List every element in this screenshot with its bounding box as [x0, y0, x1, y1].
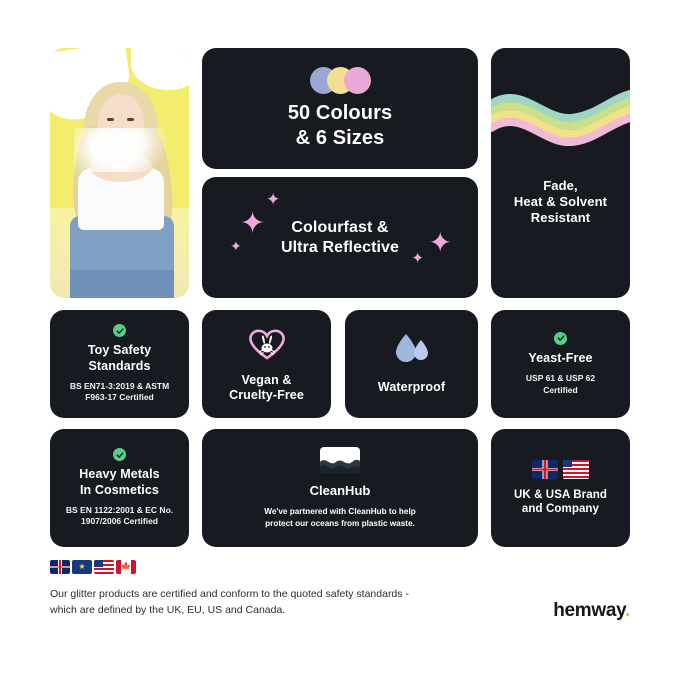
- waterproof-title: Waterproof: [377, 380, 446, 395]
- toy-sub-line1: BS EN71-3:2019 & ASTM: [69, 380, 170, 391]
- fade-title-line1: Fade,: [543, 178, 578, 193]
- logo-accent-dot: .: [625, 600, 630, 621]
- colourfast-card: [202, 177, 478, 298]
- yeast-sub-line2: Certified: [543, 384, 578, 395]
- cleanhub-wave-logo-icon: [320, 447, 360, 478]
- colourfast-title-line2: Ultra Reflective: [280, 238, 400, 256]
- colourfast-title-line1: Colourfast &: [291, 218, 389, 236]
- photo-eye-right: [127, 118, 134, 121]
- waterproof-card: [345, 310, 478, 418]
- heavy-metals-card: [50, 429, 189, 547]
- eu-flag-icon: [72, 560, 92, 574]
- cleanhub-card: [202, 429, 478, 547]
- uk-flag-icon: [532, 460, 558, 479]
- usa-flag-icon: [563, 460, 589, 479]
- fade-resistant-card: [491, 48, 630, 298]
- photo-jeans-shadow: [70, 270, 174, 298]
- yeast-title: Yeast-Free: [528, 350, 593, 365]
- heavy-sub-line1: BS EN 1122:2001 & EC No.: [65, 504, 174, 515]
- canada-flag-icon: [116, 560, 136, 574]
- footer-flags: [50, 560, 630, 574]
- colour-dot-pink: [344, 67, 371, 94]
- cleanhub-name: CleanHub: [309, 482, 371, 498]
- lifestyle-photo: [50, 48, 189, 298]
- uk-usa-brand-card: [491, 429, 630, 547]
- hemway-wordmark: hemway: [553, 600, 626, 621]
- toy-title-line1: Toy Safety: [87, 343, 152, 358]
- fade-title-line2: Heat & Solvent: [513, 193, 608, 209]
- cleanhub-description: We've partnered with CleanHub to help protect our oceans from plastic waste.: [264, 506, 416, 528]
- yeast-sub-line1: USP 61 & USP 62: [525, 373, 596, 384]
- lifestyle-photo-card: [50, 48, 189, 298]
- colour-wave-graphic: [491, 90, 630, 146]
- uk-flag-icon: [50, 560, 70, 574]
- check-icon: [113, 324, 126, 337]
- vegan-title-line1: Vegan &: [241, 372, 292, 387]
- vegan-title-line2: Cruelty-Free: [229, 388, 304, 402]
- sparkle-icon: ✦: [266, 190, 281, 209]
- photo-glitter-dust: [74, 128, 170, 172]
- check-icon: [113, 448, 126, 461]
- colours-card: [202, 48, 478, 169]
- check-icon: [554, 332, 567, 345]
- colours-title-line1: 50 Colours: [287, 102, 393, 125]
- sparkle-icon: ✦: [411, 250, 424, 267]
- sparkle-icon: ✦: [428, 227, 452, 258]
- ukusa-title-line1: UK & USA Brand: [514, 488, 607, 501]
- heavy-sub-line2: 1907/2006 Certified: [80, 516, 159, 527]
- toy-sub-line2: F963-17 Certified: [85, 392, 154, 403]
- sparkle-icon: ✦: [240, 207, 266, 240]
- footer: [50, 560, 630, 619]
- heavy-title-line1: Heavy Metals: [79, 467, 160, 482]
- footer-disclaimer: Our glitter products are certified and conform to the quoted safety standards - which are defined by the UK, EU, US and Canada.: [50, 588, 409, 616]
- sparkle-icon: ✦: [230, 238, 242, 254]
- vegan-cruelty-free-card: [202, 310, 331, 418]
- uk-usa-flags: [532, 460, 589, 479]
- fade-title-line3: Resistant: [530, 209, 591, 225]
- ukusa-title-line2: and Company: [521, 503, 600, 515]
- hemway-logo: [553, 600, 630, 622]
- toy-safety-card: [50, 310, 189, 418]
- yeast-free-card: [491, 310, 630, 418]
- colour-dots: [315, 67, 366, 94]
- wave-icon: [491, 90, 630, 146]
- usa-flag-icon: [94, 560, 114, 574]
- photo-eye-left: [107, 118, 114, 121]
- heavy-title-line2: In Cosmetics: [79, 482, 159, 497]
- toy-title-line2: Standards: [88, 358, 151, 373]
- water-droplets-icon: [390, 332, 434, 371]
- heart-rabbit-icon: [245, 325, 289, 366]
- colours-title-line2: & 6 Sizes: [295, 126, 385, 149]
